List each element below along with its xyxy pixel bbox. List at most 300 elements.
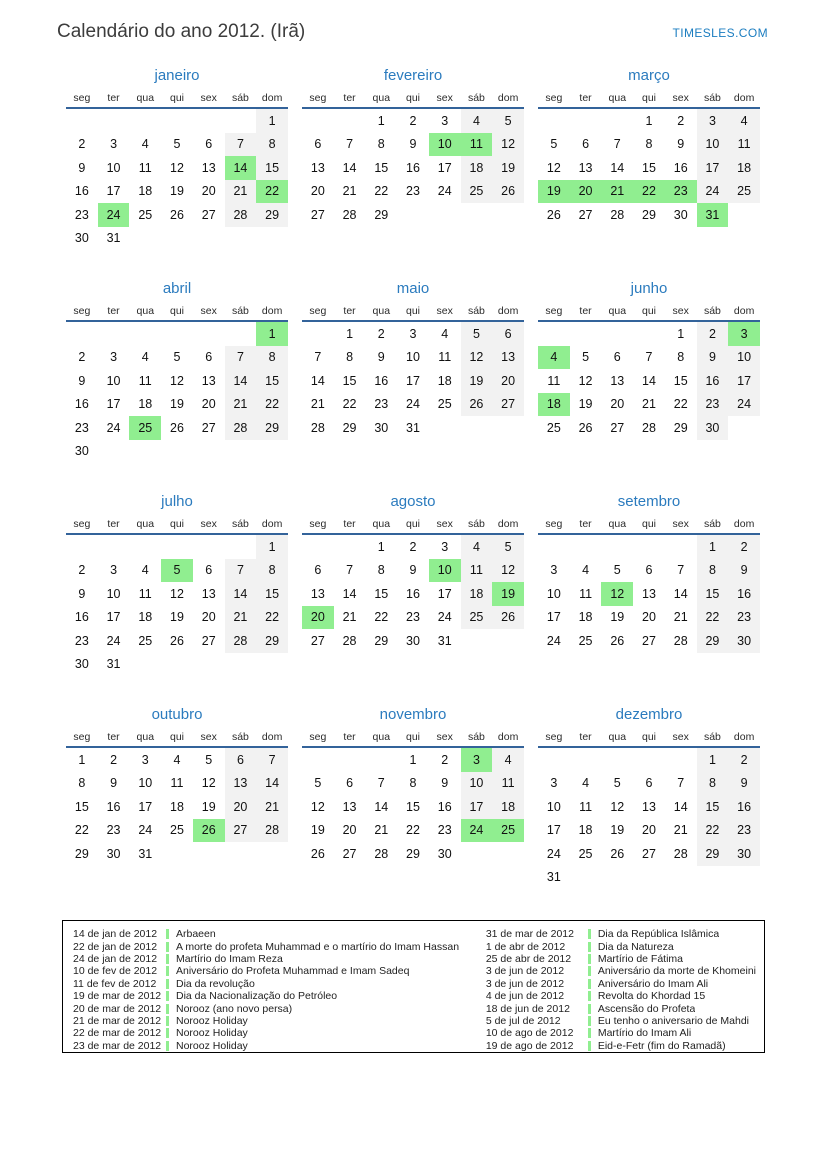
day-cell: 24 (406, 397, 420, 412)
weekday-label: sex (436, 92, 453, 104)
day-cell: 13 (310, 160, 325, 175)
weekday-label: qua (136, 518, 155, 530)
day-cell: 26 (170, 633, 184, 648)
day-cell: 10 (106, 373, 121, 388)
weekday-label: qui (169, 92, 184, 104)
day-cell: 25 (170, 823, 184, 838)
empty-cell (193, 322, 225, 346)
day-cell: 22 (374, 610, 389, 625)
weekday-label: ter (343, 92, 356, 104)
weekday-label: seg (309, 731, 327, 743)
weekday-label: seg (309, 305, 327, 317)
day-cell: 28 (342, 633, 357, 648)
day-cell: 30 (74, 444, 89, 459)
day-cell: 20 (201, 397, 216, 412)
day-cell: 6 (205, 350, 213, 365)
weekday-label: ter (579, 731, 592, 743)
day-cell: 19 (170, 184, 184, 199)
weekday-label: ter (579, 305, 592, 317)
weekday-label: dom (497, 731, 519, 743)
day-cell: 19 (201, 799, 216, 814)
day-cell: 13 (642, 586, 656, 601)
weekday-label: seg (309, 518, 327, 530)
legend-item (73, 990, 486, 1002)
empty-cell (302, 322, 334, 346)
weekday-header-row (302, 731, 524, 748)
month-title: novembro (379, 706, 447, 723)
day-cell: 28 (673, 846, 688, 861)
weekday-header-row (538, 305, 760, 322)
day-cell: 11 (438, 350, 452, 365)
holiday-marker-icon (588, 979, 591, 989)
day-cell: 4 (538, 346, 570, 370)
day-cell: 24 (437, 184, 452, 199)
day-cell: 28 (610, 207, 625, 222)
weekday-label: seg (73, 305, 91, 317)
day-cell: 12 (170, 586, 184, 601)
day-cell: 7 (677, 563, 685, 578)
legend-right (485, 928, 756, 1052)
empty-cell (129, 109, 161, 133)
empty-cell (365, 748, 397, 772)
holiday-marker-icon (588, 942, 591, 952)
month-agosto (302, 492, 524, 705)
empty-cell (98, 109, 130, 133)
day-cell: 13 (225, 772, 257, 796)
day-cell: 27 (201, 420, 216, 435)
weekday-label: ter (579, 92, 592, 104)
day-cell: 29 (697, 842, 729, 866)
day-cell: 20 (342, 823, 357, 838)
day-cell: 20 (201, 184, 216, 199)
weekday-label: dom (497, 305, 519, 317)
weekday-label: sex (436, 305, 453, 317)
day-cell: 3 (409, 326, 417, 341)
day-cell: 4 (461, 109, 493, 133)
legend-item (486, 1002, 756, 1014)
legend-date: 20 de mar de 2012 (73, 1002, 162, 1015)
day-cell: 13 (642, 799, 656, 814)
month-title: setembro (617, 493, 681, 510)
day-cell: 8 (645, 137, 653, 152)
day-cell: 12 (310, 799, 325, 814)
month-novembro (302, 705, 524, 918)
day-cell: 9 (728, 772, 760, 796)
day-cell: 26 (170, 420, 184, 435)
legend-item (486, 940, 756, 952)
weekday-label: sex (672, 731, 689, 743)
day-cell: 25 (546, 420, 561, 435)
empty-cell (161, 109, 193, 133)
day-cell: 2 (377, 326, 385, 341)
weekday-header-row (302, 518, 524, 535)
day-cell: 16 (437, 799, 452, 814)
weekday-label: sex (436, 731, 453, 743)
day-cell: 27 (578, 207, 593, 222)
empty-cell (633, 535, 665, 559)
day-cell: 31 (406, 420, 420, 435)
day-cell: 17 (406, 373, 420, 388)
day-cell: 3 (461, 748, 493, 772)
day-cell: 22 (374, 184, 389, 199)
weekday-label: qui (405, 92, 420, 104)
holiday-marker-icon (166, 991, 169, 1001)
weekday-label: dom (261, 731, 283, 743)
day-cell: 1 (697, 748, 729, 772)
day-cell: 28 (642, 420, 656, 435)
day-cell: 22 (256, 180, 288, 204)
weekday-label: qua (372, 731, 391, 743)
holiday-marker-icon (588, 1016, 591, 1026)
day-cell: 17 (106, 184, 121, 199)
weekday-label: seg (545, 92, 563, 104)
month-title: junho (630, 280, 668, 297)
weekday-label: seg (545, 305, 563, 317)
day-cell: 23 (74, 207, 89, 222)
empty-cell (665, 535, 697, 559)
empty-cell (570, 322, 602, 346)
day-cell: 16 (406, 586, 420, 601)
empty-cell (98, 322, 130, 346)
day-cell: 27 (310, 207, 325, 222)
day-cell: 5 (613, 563, 621, 578)
weekday-label: dom (733, 92, 755, 104)
empty-cell (225, 109, 257, 133)
day-cell: 2 (110, 752, 118, 767)
day-cell: 3 (550, 563, 558, 578)
day-cell: 17 (546, 610, 561, 625)
day-cell: 21 (256, 795, 288, 819)
day-cell: 8 (377, 137, 385, 152)
month-title: maio (396, 280, 430, 297)
day-cell: 14 (225, 582, 257, 606)
day-cell: 11 (547, 373, 561, 388)
day-cell: 22 (697, 606, 729, 630)
empty-cell (538, 109, 570, 133)
day-cell: 20 (642, 610, 656, 625)
weekday-label: sáb (467, 518, 485, 530)
day-cell: 12 (601, 582, 633, 606)
day-cell: 1 (256, 535, 288, 559)
legend-date: 31 de mar de 2012 (485, 928, 574, 941)
day-cell: 24 (98, 203, 130, 227)
weekday-label: ter (343, 305, 356, 317)
day-cell: 19 (492, 156, 524, 180)
day-cell: 29 (256, 416, 288, 440)
day-cell: 5 (173, 137, 181, 152)
day-cell: 5 (550, 137, 558, 152)
day-cell: 20 (310, 184, 325, 199)
legend-item (73, 953, 486, 965)
legend-item (73, 965, 486, 977)
day-cell: 18 (728, 156, 760, 180)
days-grid (538, 109, 760, 227)
day-cell: 2 (728, 535, 760, 559)
day-cell: 25 (138, 207, 153, 222)
legend-label: Dia da República Islâmica (597, 928, 720, 941)
holiday-marker-icon (166, 1028, 169, 1038)
legend-item (73, 1027, 486, 1039)
day-cell: 24 (138, 823, 153, 838)
day-cell: 31 (697, 203, 729, 227)
days-grid (302, 322, 524, 440)
day-cell: 6 (205, 137, 213, 152)
month-janeiro (66, 66, 288, 279)
month-fevereiro (302, 66, 524, 279)
day-cell: 10 (728, 346, 760, 370)
day-cell: 12 (170, 373, 184, 388)
day-cell: 22 (74, 823, 89, 838)
empty-cell (98, 535, 130, 559)
days-grid (538, 748, 760, 889)
legend-label: Norooz Holiday (176, 1039, 248, 1052)
day-cell: 4 (492, 748, 524, 772)
empty-cell (129, 322, 161, 346)
legend-date: 22 de jan de 2012 (73, 940, 158, 953)
day-cell: 18 (138, 397, 153, 412)
day-cell: 26 (546, 207, 561, 222)
weekday-header-row (66, 92, 288, 109)
day-cell: 11 (461, 133, 493, 157)
day-cell: 14 (374, 799, 389, 814)
empty-cell (302, 748, 334, 772)
weekday-label: sex (672, 518, 689, 530)
day-cell: 18 (138, 184, 153, 199)
day-cell: 14 (610, 160, 625, 175)
day-cell: 26 (170, 207, 184, 222)
weekday-label: sáb (703, 92, 721, 104)
day-cell: 27 (342, 846, 357, 861)
day-cell: 22 (673, 397, 688, 412)
day-cell: 19 (310, 823, 325, 838)
day-cell: 3 (141, 752, 149, 767)
day-cell: 7 (314, 350, 322, 365)
days-grid (66, 748, 288, 866)
weekday-header-row (66, 518, 288, 535)
day-cell: 12 (492, 133, 524, 157)
day-cell: 26 (492, 180, 524, 204)
day-cell: 27 (225, 819, 257, 843)
page-title: Calendário do ano 2012. (Irã) (57, 21, 306, 42)
day-cell: 6 (492, 322, 524, 346)
day-cell: 16 (74, 184, 89, 199)
legend-item (73, 978, 486, 990)
weekday-label: qui (405, 731, 420, 743)
day-cell: 1 (377, 113, 385, 128)
day-cell: 21 (225, 606, 257, 630)
day-cell: 1 (256, 322, 288, 346)
day-cell: 14 (256, 772, 288, 796)
day-cell: 16 (406, 160, 420, 175)
day-cell: 8 (697, 772, 729, 796)
day-cell: 2 (441, 752, 449, 767)
day-cell: 10 (406, 350, 420, 365)
day-cell: 22 (406, 823, 420, 838)
legend-date: 21 de mar de 2012 (73, 1014, 162, 1027)
weekday-label: sáb (231, 731, 249, 743)
day-cell: 19 (492, 582, 524, 606)
day-cell: 18 (578, 610, 593, 625)
day-cell: 26 (492, 606, 524, 630)
day-cell: 15 (256, 582, 288, 606)
weekday-label: qua (608, 305, 627, 317)
empty-cell (601, 748, 633, 772)
day-cell: 3 (441, 539, 449, 554)
empty-cell (633, 748, 665, 772)
days-grid (66, 109, 288, 250)
day-cell: 10 (106, 160, 121, 175)
day-cell: 5 (461, 322, 493, 346)
legend-item (486, 990, 756, 1002)
empty-cell (66, 322, 98, 346)
weekday-label: qui (641, 518, 656, 530)
day-cell: 19 (461, 369, 493, 393)
weekday-header-row (538, 92, 760, 109)
day-cell: 15 (256, 369, 288, 393)
day-cell: 31 (106, 231, 121, 246)
day-cell: 18 (138, 610, 153, 625)
legend-item (486, 1040, 756, 1052)
weekday-label: dom (261, 518, 283, 530)
day-cell: 6 (613, 350, 621, 365)
day-cell: 10 (429, 133, 461, 157)
day-cell: 3 (697, 109, 729, 133)
legend-date: 25 de abr de 2012 (485, 952, 572, 965)
day-cell: 14 (310, 373, 325, 388)
day-cell: 11 (728, 133, 760, 157)
day-cell: 12 (610, 799, 625, 814)
day-cell: 1 (346, 326, 354, 341)
holiday-marker-icon (588, 1004, 591, 1014)
day-cell: 3 (110, 137, 118, 152)
day-cell: 16 (673, 160, 688, 175)
brand-link[interactable]: TIMESLES.COM (672, 26, 768, 40)
day-cell: 16 (374, 373, 389, 388)
day-cell: 30 (74, 657, 89, 672)
day-cell: 30 (106, 846, 121, 861)
day-cell: 23 (665, 180, 697, 204)
month-title: agosto (390, 493, 436, 510)
day-cell: 13 (342, 799, 357, 814)
days-grid (302, 748, 524, 866)
weekday-header-row (538, 518, 760, 535)
day-cell: 2 (78, 137, 86, 152)
day-cell: 28 (225, 416, 257, 440)
day-cell: 8 (256, 559, 288, 583)
day-cell: 21 (374, 823, 389, 838)
weekday-label: qua (136, 305, 155, 317)
empty-cell (601, 109, 633, 133)
weekday-label: qua (136, 731, 155, 743)
day-cell: 8 (377, 563, 385, 578)
day-cell: 25 (461, 180, 493, 204)
month-title: julho (161, 493, 193, 510)
day-cell: 11 (579, 586, 593, 601)
day-cell: 17 (106, 397, 121, 412)
legend-date: 14 de jan de 2012 (73, 928, 158, 941)
month-maio (302, 279, 524, 492)
weekday-label: ter (107, 305, 120, 317)
day-cell: 20 (570, 180, 602, 204)
legend-label: Aniversário do Profeta Muhammad e Imam Sadeq (176, 965, 410, 978)
weekday-label: sáb (231, 518, 249, 530)
day-cell: 15 (697, 582, 729, 606)
weekday-label: seg (545, 731, 563, 743)
day-cell: 30 (437, 846, 452, 861)
day-cell: 1 (697, 535, 729, 559)
holiday-marker-icon (588, 991, 591, 1001)
day-cell: 31 (106, 657, 121, 672)
day-cell: 24 (546, 633, 561, 648)
day-cell: 4 (141, 350, 149, 365)
legend-label: Eu tenho o aniversario de Mahdi (597, 1014, 750, 1027)
weekday-label: sáb (703, 518, 721, 530)
day-cell: 29 (256, 629, 288, 653)
day-cell: 7 (645, 350, 653, 365)
day-cell: 23 (728, 606, 760, 630)
day-cell: 14 (673, 586, 688, 601)
day-cell: 23 (74, 420, 89, 435)
weekday-label: dom (497, 518, 519, 530)
holiday-marker-icon (166, 1041, 169, 1051)
day-cell: 20 (201, 610, 216, 625)
legend-label: Norooz Holiday (176, 1014, 248, 1027)
day-cell: 4 (173, 752, 181, 767)
days-grid (538, 322, 760, 440)
day-cell: 6 (645, 563, 653, 578)
day-cell: 8 (346, 350, 354, 365)
legend-date: 10 de fev de 2012 (73, 965, 158, 978)
day-cell: 17 (106, 610, 121, 625)
day-cell: 14 (225, 156, 257, 180)
holiday-marker-icon (166, 1004, 169, 1014)
day-cell: 17 (697, 156, 729, 180)
day-cell: 21 (225, 180, 257, 204)
day-cell: 23 (74, 633, 89, 648)
day-cell: 27 (610, 420, 625, 435)
day-cell: 22 (256, 606, 288, 630)
day-cell: 6 (225, 748, 257, 772)
day-cell: 16 (74, 610, 89, 625)
month-abril (66, 279, 288, 492)
weekday-label: ter (107, 92, 120, 104)
day-cell: 3 (110, 350, 118, 365)
day-cell: 19 (170, 610, 184, 625)
day-cell: 3 (728, 322, 760, 346)
day-cell: 23 (406, 610, 420, 625)
day-cell: 31 (546, 870, 561, 885)
day-cell: 16 (74, 397, 89, 412)
empty-cell (570, 748, 602, 772)
day-cell: 30 (697, 416, 729, 440)
day-cell: 6 (645, 776, 653, 791)
day-cell: 18 (492, 795, 524, 819)
day-cell: 12 (578, 373, 593, 388)
day-cell: 7 (256, 748, 288, 772)
holiday-marker-icon (588, 954, 591, 964)
day-cell: 29 (374, 633, 389, 648)
day-cell: 12 (461, 346, 493, 370)
legend-item (486, 1027, 756, 1039)
day-cell: 27 (310, 633, 325, 648)
day-cell: 20 (225, 795, 257, 819)
weekday-header-row (66, 305, 288, 322)
day-cell: 7 (346, 137, 354, 152)
day-cell: 9 (78, 586, 86, 601)
day-cell: 17 (461, 795, 493, 819)
day-cell: 15 (374, 586, 389, 601)
day-cell: 4 (582, 563, 590, 578)
